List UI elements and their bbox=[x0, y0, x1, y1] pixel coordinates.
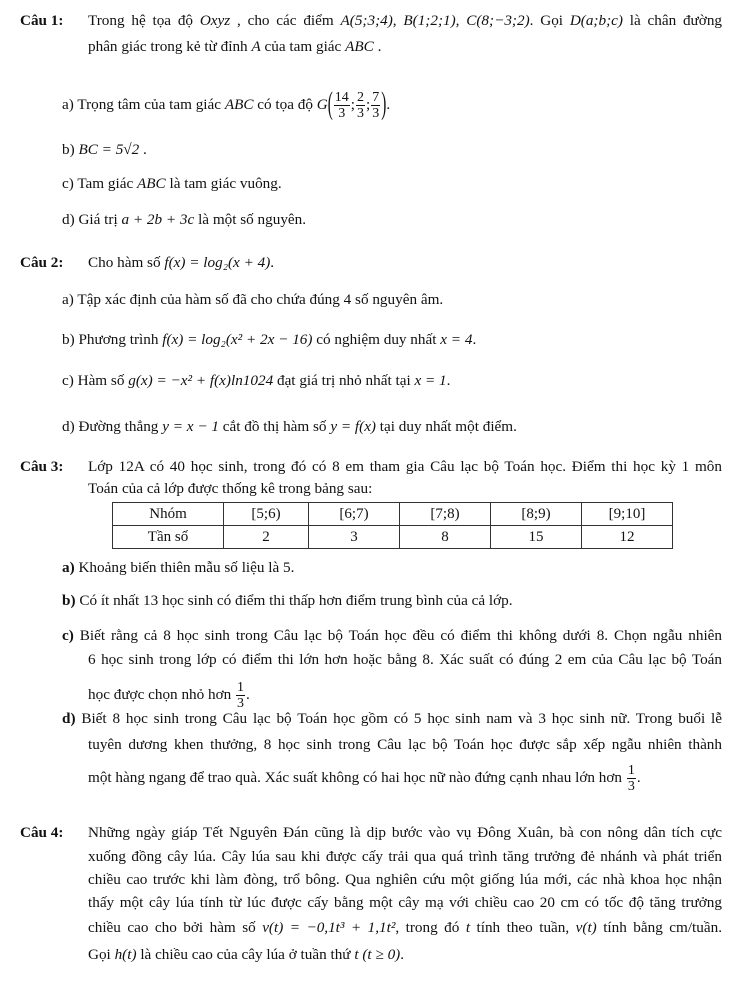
text-run: đạt giá trị nhỏ nhất tại bbox=[273, 372, 415, 389]
math-expression: v(t) = −0,1t³ + 1,1t² bbox=[262, 919, 396, 936]
text-run: có nghiệm duy nhất bbox=[312, 331, 441, 348]
text-run: một hàng ngang để trao quà. Xác suất không có hai học nữ nào đứng cạnh nhau lớn hơn bbox=[88, 768, 626, 786]
text-run: Gọi bbox=[88, 946, 115, 963]
text-run: phân giác trong kẻ từ đỉnh bbox=[88, 38, 252, 55]
text-line bbox=[88, 11, 722, 31]
math-expression: G bbox=[316, 95, 328, 113]
text-run: Những ngày giáp Tết Nguyên Đán cũng là dịp bước vào vụ Đông Xuân, bà con nông dân tích cực bbox=[88, 824, 722, 841]
text-run: có tọa độ bbox=[253, 95, 317, 113]
text-line bbox=[62, 709, 722, 729]
numerator: 7 bbox=[372, 90, 380, 105]
text-line bbox=[88, 823, 722, 843]
part-label: d) bbox=[62, 710, 76, 727]
text-run: thấy một cây lúa tính từ lúc được cấy bằng một cây mạ với chiều cao 20 cm có tốc độ tăng trưởng bbox=[88, 894, 722, 911]
text-run: của tam giác bbox=[260, 38, 346, 55]
question-label: Câu 1: bbox=[20, 12, 64, 29]
numerator: 14 bbox=[334, 90, 349, 105]
text-line bbox=[88, 479, 372, 499]
table-cell: [8;9) bbox=[491, 503, 582, 526]
math-expression: A bbox=[251, 38, 261, 55]
text-line bbox=[88, 735, 722, 755]
text-line bbox=[62, 210, 306, 230]
text-run: là tam giác vuông. bbox=[165, 175, 282, 192]
fraction bbox=[334, 90, 350, 121]
math-expression: ABC bbox=[136, 175, 166, 192]
text-run: là một số nguyên. bbox=[194, 211, 307, 228]
text-line bbox=[62, 417, 517, 437]
math-expression: ABC bbox=[224, 95, 254, 113]
part-label: c) bbox=[62, 627, 74, 644]
text-run: Trong hệ tọa độ bbox=[88, 12, 200, 29]
text-run: b) Phương trình bbox=[62, 331, 163, 348]
fraction bbox=[356, 90, 365, 121]
numerator: 1 bbox=[237, 680, 245, 695]
denominator: 3 bbox=[338, 106, 346, 121]
math-expression: t (t ≥ 0) bbox=[354, 946, 401, 963]
text-run: Toán của cả lớp được thống kê trong bảng sau: bbox=[88, 480, 373, 497]
text-line bbox=[88, 253, 274, 273]
text-run: ; bbox=[366, 95, 371, 113]
text-line bbox=[62, 86, 391, 122]
fraction bbox=[371, 90, 380, 121]
text-line bbox=[88, 650, 722, 670]
table-cell: 3 bbox=[309, 526, 400, 549]
text-run: . bbox=[636, 768, 641, 786]
denominator: 3 bbox=[237, 696, 245, 711]
text-line bbox=[88, 847, 722, 867]
math-expression: h(t) bbox=[114, 946, 137, 963]
text-run: . bbox=[139, 141, 147, 158]
text-run: , trong đó bbox=[395, 919, 466, 936]
table-cell: [6;7) bbox=[309, 503, 400, 526]
numerator: 1 bbox=[627, 763, 635, 778]
text-run: b) bbox=[62, 141, 79, 158]
text-line bbox=[88, 893, 722, 913]
math-expression: ABC bbox=[345, 38, 374, 55]
math-expression: g(x) = −x² + f(x)ln1024 bbox=[128, 372, 274, 389]
table-cell: [9;10] bbox=[582, 503, 673, 526]
text-run: chiều cao trước khi làm đòng, trổ bông. Qua nghiên cứu một giống lúa mới, các nhà khoa học nhận bbox=[88, 871, 722, 888]
text-run: ; bbox=[350, 95, 356, 113]
text-line bbox=[62, 140, 147, 160]
text-line bbox=[88, 945, 404, 965]
text-run: . Gọi bbox=[529, 12, 570, 29]
text-run: . bbox=[246, 685, 250, 703]
denominator: 3 bbox=[627, 779, 635, 794]
text-run: . bbox=[270, 254, 275, 271]
text-line bbox=[88, 457, 722, 477]
text-run: Lớp 12A có 40 học sinh, trong đó có 8 em tham gia Câu lạc bộ Toán học. Điểm thi học kỳ 1 môn bbox=[88, 458, 722, 475]
math-expression: Oxyz bbox=[199, 12, 231, 29]
text-run: . bbox=[386, 95, 391, 113]
text-run: xuống đồng cây lúa. Cây lúa sau khi được cấy trải qua quá trình tăng trưởng đẻ nhánh và phát triển bbox=[88, 848, 722, 865]
table-cell: 8 bbox=[400, 526, 491, 549]
text-run: chiều cao cho bởi hàm số bbox=[88, 919, 263, 936]
big-parenthesis: ) bbox=[381, 86, 387, 122]
text-run: . bbox=[472, 331, 477, 348]
text-line bbox=[88, 870, 722, 890]
part-label: b) bbox=[62, 592, 76, 609]
denominator: 3 bbox=[357, 106, 365, 121]
text-run: , cho các điểm bbox=[230, 12, 341, 29]
text-run: Khoảng biến thiên mẫu số liệu là 5. bbox=[74, 559, 295, 576]
question-label: Câu 4: bbox=[20, 824, 64, 841]
numerator: 2 bbox=[357, 90, 365, 105]
table-header-label: Nhóm bbox=[113, 503, 224, 526]
text-line bbox=[88, 918, 722, 938]
text-line bbox=[88, 37, 381, 57]
big-parenthesis: ( bbox=[327, 86, 333, 122]
text-line bbox=[62, 290, 443, 310]
text-line bbox=[62, 371, 450, 391]
math-expression: f(x) = log₂(x + 4) bbox=[164, 254, 271, 271]
text-run: Cho hàm số bbox=[88, 254, 165, 271]
text-run: a) Trọng tâm của tam giác bbox=[62, 95, 225, 113]
text-run: a) Tập xác định của hàm số đã cho chứa đúng 4 số nguyên âm. bbox=[62, 291, 444, 308]
text-run: tại duy nhất một điểm. bbox=[376, 418, 517, 435]
math-expression: A(5;3;4), B(1;2;1), C(8;−3;2) bbox=[340, 12, 530, 29]
text-run: c) Hàm số bbox=[62, 372, 129, 389]
table-cell: 15 bbox=[491, 526, 582, 549]
fraction bbox=[236, 680, 245, 711]
math-expression: D(a;b;c) bbox=[569, 12, 623, 29]
math-expression: BC = 5√2 bbox=[78, 141, 140, 158]
table-cell: 12 bbox=[582, 526, 673, 549]
table-row-freqs bbox=[113, 526, 673, 549]
question-label: Câu 3: bbox=[20, 458, 64, 475]
text-run: . bbox=[446, 372, 451, 389]
text-run: d) Đường thẳng bbox=[62, 418, 163, 435]
text-run: tuyên dương khen thưởng, 8 học sinh trong Câu lạc bộ Toán học được sắp xếp ngẫu nhiên thành bbox=[88, 736, 722, 753]
math-expression: y = f(x) bbox=[330, 418, 376, 435]
text-line bbox=[88, 680, 250, 711]
text-line bbox=[62, 591, 513, 611]
text-run: Biết 8 học sinh trong Câu lạc bộ Toán học gồm có 5 học sinh nam và 3 học sinh nữ. Trong buổi lễ bbox=[75, 710, 722, 727]
math-expression: x = 4 bbox=[440, 331, 473, 348]
text-run: là chiều cao của cây lúa ở tuần thứ bbox=[136, 946, 355, 963]
fraction bbox=[627, 763, 636, 794]
text-run: cắt đồ thị hàm số bbox=[218, 418, 331, 435]
question-label: Câu 2: bbox=[20, 254, 64, 271]
table-freq-label: Tần số bbox=[113, 526, 224, 549]
math-expression: x = 1 bbox=[414, 372, 447, 389]
table-row-groups bbox=[113, 503, 673, 526]
text-run: d) Giá trị bbox=[62, 211, 122, 228]
math-expression: y = x − 1 bbox=[162, 418, 219, 435]
text-run: c) Tam giác bbox=[62, 175, 137, 192]
text-run: tính bằng cm/tuần. bbox=[596, 919, 722, 936]
text-line bbox=[88, 763, 641, 794]
denominator: 3 bbox=[372, 106, 380, 121]
text-run: là chân đường bbox=[622, 12, 723, 29]
math-expression: v(t) bbox=[575, 919, 597, 936]
frequency-table bbox=[112, 502, 673, 549]
text-run: . bbox=[373, 38, 382, 55]
text-line bbox=[62, 558, 294, 578]
text-run: Biết rằng cả 8 học sinh trong Câu lạc bộ Toán học đều có điểm thi không dưới 8. Chọn ngẫu nhiên bbox=[73, 627, 722, 644]
text-line bbox=[62, 174, 282, 194]
table-cell: 2 bbox=[224, 526, 309, 549]
table-cell: [5;6) bbox=[224, 503, 309, 526]
text-line bbox=[62, 330, 476, 350]
text-run: . bbox=[400, 946, 405, 963]
text-run: học được chọn nhỏ hơn bbox=[88, 685, 236, 703]
text-run: tính theo tuần, bbox=[470, 919, 576, 936]
math-expression: a + 2b + 3c bbox=[121, 211, 195, 228]
table-cell: [7;8) bbox=[400, 503, 491, 526]
math-expression: f(x) = log₂(x² + 2x − 16) bbox=[162, 331, 313, 348]
part-label: a) bbox=[62, 559, 75, 576]
math-expression: t bbox=[465, 919, 471, 936]
text-run: 6 học sinh trong lớp có điểm thi lớn hơn hoặc bằng 8. Xác suất có đúng 2 em của Câu lạc bộ Toán bbox=[88, 651, 722, 668]
text-run: Có ít nhất 13 học sinh có điểm thi thấp hơn điểm trung bình của cả lớp. bbox=[75, 592, 513, 609]
text-line bbox=[62, 626, 722, 646]
